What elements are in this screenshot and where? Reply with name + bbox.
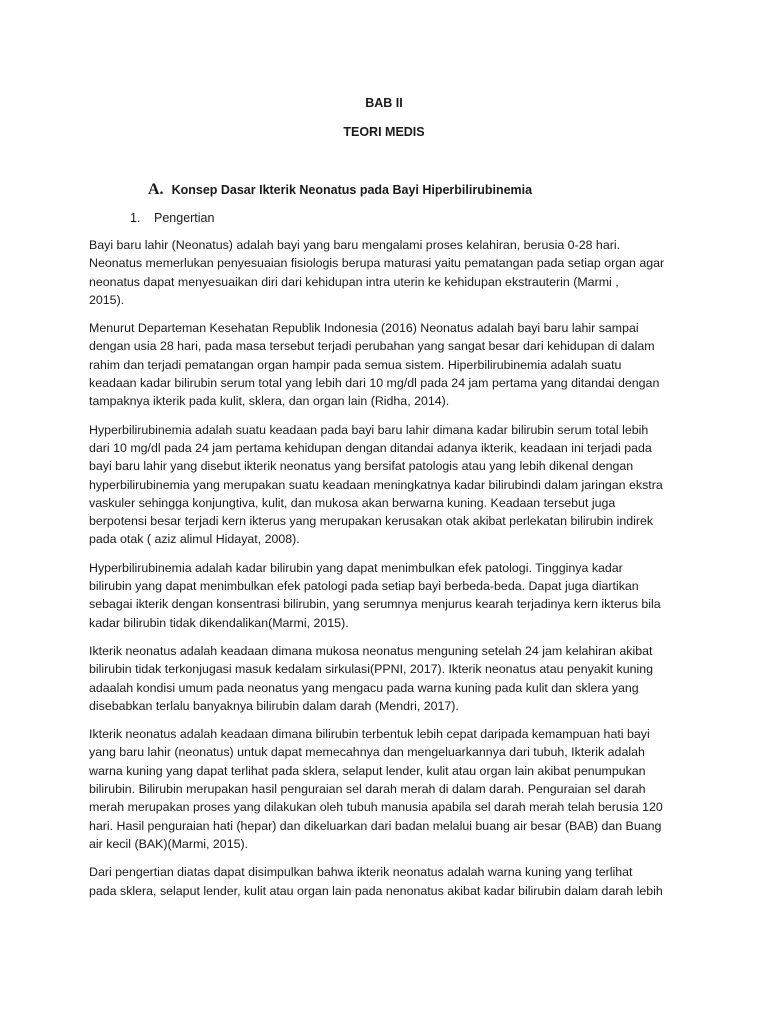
paragraph-line: hyperbilirubinemia yang merupakan suatu keadaan meningkatnya kadar bilirubindi dalam jaringan ekstra [89,477,663,492]
paragraph-line: Bayi baru lahir (Neonatus) adalah bayi yang baru mengalami proses kelahiran, berusia 0-28 hari. [89,238,621,252]
paragraph-line: Ikterik neonatus adalah keadaan dimana bilirubin terbentuk lebih cepat daripada kemampuan hati bayi [89,727,650,742]
paragraph [89,421,689,549]
paragraph-line: neonatus dapat menyesuaikan diri dari kehidupan intra uterin ke kehidupan ekstrauterin (Marmi , [89,274,619,289]
paragraph-line: Dari pengertian diatas dapat disimpulkan bahwa ikterik neonatus adalah warna kuning yang terlihat [89,865,633,880]
subsection-heading [130,210,214,226]
paragraph-line: bilirubin yang dapat menimbulkan efek patologi pada setiap bayi berbeda-beda. Dapat juga diartikan [89,579,639,594]
paragraph-line: 2015). [89,292,125,307]
section-letter: A. [148,181,164,198]
paragraph [89,319,689,410]
paragraph-line: dengan usia 28 hari, pada masa tersebut terjadi perubahan yang sangat besar dari kehidupan di dalam [89,339,655,354]
paragraph-line: pada otak ( aziz alimul Hidayat, 2008). [89,532,300,547]
paragraph-line: dari 10 mg/dl pada 24 jam pertama kehidupan dengan ditandai adanya ikterik, keadaan ini terjadi pada [89,440,652,455]
paragraph-line: merah merupakan proses yang dilakukan oleh tubuh manusia apabila sel darah merah telah berusia 120 [89,800,663,815]
paragraph [89,863,689,900]
section-title: Konsep Dasar Ikterik Neonatus pada Bayi Hiperbilirubinemia [171,183,533,197]
paragraph-line: keadaan kadar bilirubin serum total yang lebih dari 10 mg/dl pada 24 jam pertama yang ditandai dengan [89,376,660,391]
paragraph-line: Menurut Departeman Kesehatan Republik Indonesia (2016) Neonatus adalah bayi baru lahir sampai [89,321,639,336]
paragraph-line: sebagai ikterik dengan konsentrasi bilirubin, yang serumnya menjurus kearah terjadinya kern ikterus bila [89,597,661,612]
paragraph-line: Hyperbilirubinemia adalah kadar bilirubin yang dapat menimbulkan efek patologi. Tingginya kadar [89,560,623,575]
paragraph [89,725,689,853]
paragraph-line: air kecil (BAK)(Marmi, 2015). [89,836,249,851]
paragraph-line: bilirubin. Bilirubin merupakan hasil penguraian sel darah merah di dalam darah. Penguraian sel darah [89,782,646,797]
paragraph [89,642,689,715]
paragraph-line: rahim dan terjadi pematangan organ hampir pada semua sistem. Hiperbilirubinemia adalah suatu [89,357,622,372]
chapter-number: BAB II [365,96,403,110]
paragraph-line: berpotensi besar terjadi kern ikterus yang merupakan kerusakan otak akibat perlekatan bilirubin indirek [89,514,654,529]
body-text [89,236,689,910]
paragraph-line: pada sklera, selaput lender, kulit atau organ lain pada nenonatus akibat kadar bilirubin dalam darah lebih [89,883,663,898]
paragraph-line: warna kuning yang dapat terlihat pada sklera, selaput lender, kulit atau organ lain akibat penumpukan [89,763,646,778]
paragraph-line: Hyperbilirubinemia adalah suatu keadaan pada bayi baru lahir dimana kadar bilirubin serum total lebih [89,422,649,437]
paragraph-line: kadar bilirubin tidak dikendalikan(Marmi, 2015). [89,615,349,630]
paragraph-line: disebabkan terlalu banyaknya bilirubin dalam darah (Mendri, 2017). [89,698,459,713]
paragraph-line: bilirubin tidak terkonjugasi masuk kedalam sirkulasi(PPNI, 2017). Ikterik neonatus atau penyakit kuning [89,662,654,677]
paragraph [89,236,689,309]
chapter-title: TEORI MEDIS [343,125,425,139]
subsection-title: Pengertian [154,211,215,225]
paragraph-line: bayi baru lahir yang disebut ikterik neonatus yang bersifat patologis atau yang lebih dikenal dengan [89,459,634,474]
paragraph-line: tampaknya ikterik pada kulit, sklera, dan organ lain (Ridha, 2014). [89,394,450,409]
section-heading [148,181,532,199]
paragraph-line: vaskuler sehingga konjungtiva, kulit, dan mukosa akan berwarna kuning. Keadaan tersebut juga [89,495,616,510]
paragraph-line: adaalah kondisi umum pada neonatus yang mengacu pada warna kuning pada kulit dan sklera yang [89,680,639,695]
subsection-number: 1. [130,211,141,225]
paragraph-line: hari. Hasil penguraian hati (hepar) dan dikeluarkan dari badan melalui buang air besar (BAB) dan Buang [89,818,662,833]
paragraph-line: yang baru lahir (neonatus) untuk dapat memecahnya dan mengeluarkannya dari tubuh, Ikterik adalah [89,745,645,760]
paragraph-line: Ikterik neonatus adalah keadaan dimana mukosa neonatus menguning setelah 24 jam kelahiran akibat [89,643,653,658]
paragraph-line: Neonatus memerlukan penyesuaian fisiologis berupa maturasi yaitu pematangan pada setiap organ agar [89,256,665,271]
paragraph [89,559,689,632]
